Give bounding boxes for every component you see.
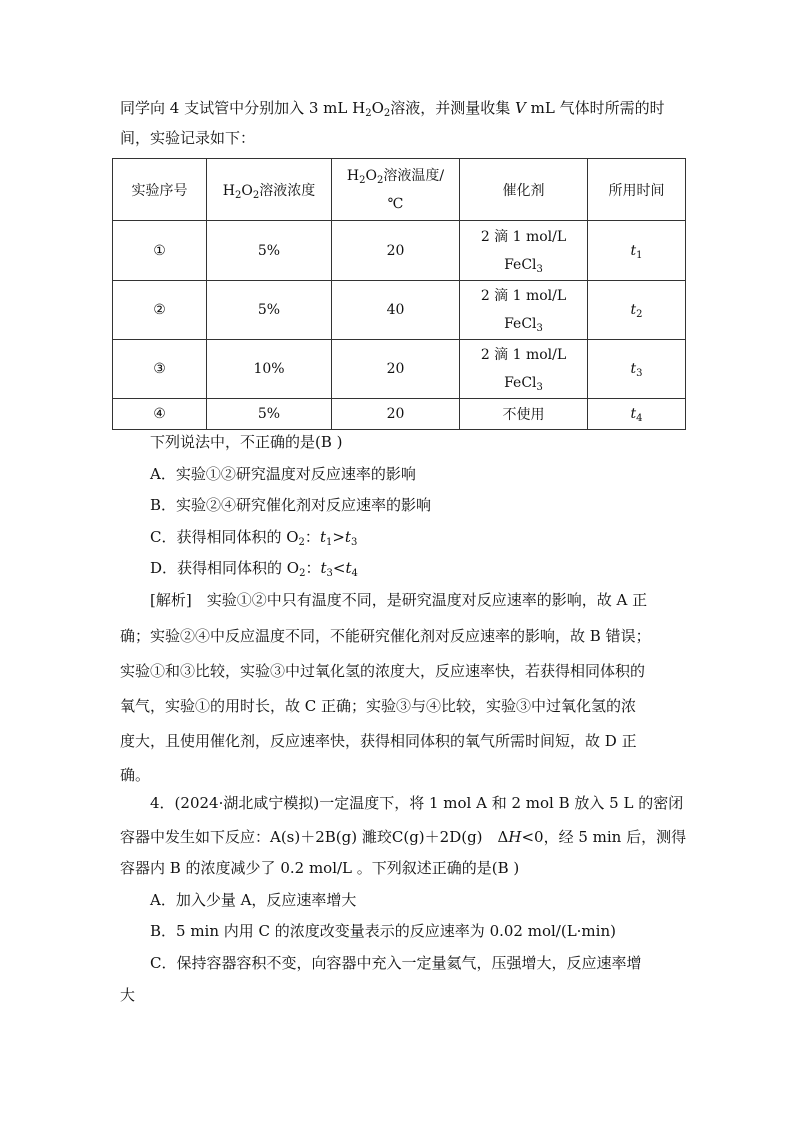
h-text: H	[346, 167, 360, 184]
h-sub: 2	[234, 189, 242, 201]
q3-option-c	[150, 527, 357, 547]
c-t: t	[319, 528, 326, 546]
intro-line-2: 间，实验记录如下：	[120, 129, 256, 147]
row-id: ②	[113, 281, 207, 340]
catalyst-formula: FeCl	[504, 256, 537, 273]
catalyst-amount: 2 滴 1 mol/L	[480, 347, 567, 363]
o-sub: 2	[252, 189, 260, 201]
d-sub: 2	[299, 568, 306, 579]
c-t2-sub: 3	[350, 537, 358, 548]
d-t2-sub: 4	[351, 568, 358, 579]
row-concentration: 5%	[207, 221, 332, 281]
analysis-line-2: 确；实验②④中反应温度不同，不能研究催化剂对反应速率的影响，故 B 错误；	[120, 627, 651, 645]
c-text: C．获得相同体积的 O	[150, 528, 299, 546]
time-var: t	[630, 242, 637, 259]
row-catalyst	[460, 340, 588, 399]
q4-equation: 容器中发生如下反应：A(s)＋2B(g) 濉珓C(g)＋2D(g) Δ	[120, 828, 509, 846]
row-temperature: 20	[332, 221, 460, 281]
row-time	[588, 340, 686, 399]
c-t2: t	[344, 528, 351, 546]
row-id: ①	[113, 221, 207, 281]
row-temperature: 20	[332, 340, 460, 399]
time-sub: 4	[636, 413, 643, 424]
o-sub: 2	[376, 174, 384, 186]
analysis-line-4: 氧气，实验①的用时长，故 C 正确；实验③与④比较，实验③中过氧化氢的浓	[120, 697, 637, 715]
header-concentration	[207, 159, 332, 221]
catalyst-formula: FeCl	[504, 375, 537, 391]
time-var: t	[630, 406, 637, 422]
intro-v: V	[515, 99, 526, 117]
temp-unit: ℃	[387, 195, 404, 212]
time-var: t	[630, 361, 637, 377]
analysis-line-3: 实验①和③比较，实验③中过氧化氢的浓度大，反应速率快，若获得相同体积的	[120, 662, 646, 680]
header-catalyst: 催化剂	[460, 159, 588, 221]
q4-equation-tail: <0，经 5 min 后，测得	[521, 828, 687, 846]
row-catalyst	[460, 281, 588, 340]
row-temperature: 20	[332, 399, 460, 430]
d-t-sub: 3	[326, 568, 333, 579]
analysis-line-6: 确。	[120, 766, 151, 784]
c-t-sub: 1	[325, 537, 333, 548]
header-id: 实验序号	[113, 159, 207, 221]
catalyst-sub: 3	[536, 382, 543, 393]
q4-line-3: 容器内 B 的浓度减少了 0.2 mol/L 。下列叙述正确的是(B )	[120, 859, 520, 877]
q4-option-c-2: 大	[120, 986, 136, 1004]
time-sub: 2	[636, 309, 643, 320]
d-t2: t	[345, 559, 352, 577]
h-sub: 2	[359, 174, 366, 186]
row-concentration: 10%	[207, 340, 332, 399]
catalyst-amount: 2 滴 1 mol/L	[480, 228, 567, 245]
row-concentration: 5%	[207, 281, 332, 340]
intro-sub: 2	[383, 108, 391, 119]
row-catalyst: 不使用	[460, 399, 588, 430]
analysis-line-1: [解析] 实验①②中只有温度不同，是研究温度对反应速率的影响，故 A 正	[150, 591, 648, 609]
catalyst-formula: FeCl	[504, 316, 537, 332]
d-colon: ：	[305, 559, 321, 577]
c-colon: ：	[304, 528, 320, 546]
row-time	[588, 281, 686, 340]
conc-text: 溶液浓度	[259, 182, 316, 199]
table-row	[113, 340, 686, 399]
q4-option-a: A．加入少量 A，反应速率增大	[150, 891, 357, 909]
q4-option-c-1: C．保持容器容积不变，向容器中充入一定量氦气，压强增大，反应速率增	[150, 954, 642, 972]
d-t: t	[320, 559, 327, 577]
c-op: >	[332, 528, 345, 546]
q4-option-b: B．5 min 内用 C 的浓度改变量表示的反应速率为 0.02 mol/(L·min)	[150, 922, 616, 940]
catalyst-amount: 2 滴 1 mol/L	[480, 288, 567, 304]
intro-sub: 2	[365, 108, 372, 119]
o-text: O	[365, 167, 377, 184]
intro-text-c: 溶液，并测量收集	[390, 99, 516, 117]
intro-text-b: O	[371, 99, 384, 117]
c-sub: 2	[298, 537, 305, 548]
h-text: H	[222, 182, 235, 199]
header-time: 所用时间	[588, 159, 686, 221]
row-temperature: 40	[332, 281, 460, 340]
q3-option-b: B．实验②④研究催化剂对反应速率的影响	[150, 496, 432, 514]
q3-option-a: A．实验①②研究温度对反应速率的影响	[150, 465, 416, 483]
table-row	[113, 399, 686, 430]
q3-option-d	[150, 558, 358, 578]
intro-text-d: mL 气体时所需的时	[525, 99, 665, 117]
q4-line-1: 4．(2024·湖北咸宁模拟)一定温度下，将 1 mol A 和 2 mol B 放入 5 L 的密闭	[150, 794, 684, 812]
intro-text-a: 同学向 4 支试管中分别加入 3 mL H	[120, 99, 366, 117]
row-catalyst	[460, 221, 588, 281]
d-op: <	[332, 559, 346, 577]
intro-line-1	[120, 98, 665, 118]
q4-h: H	[508, 828, 522, 846]
temp-text: 溶液温度/	[383, 167, 445, 184]
header-temperature	[332, 159, 460, 221]
row-time	[588, 221, 686, 281]
analysis-line-5: 度大，且使用催化剂，反应速率快，获得相同体积的氧气所需时间短，故 D 正	[120, 732, 637, 750]
o-text: O	[241, 182, 253, 199]
experiment-table	[112, 158, 686, 430]
time-sub: 1	[636, 249, 643, 261]
q3-stem: 下列说法中，不正确的是(B )	[150, 433, 343, 451]
row-id: ④	[113, 399, 207, 430]
row-time	[588, 399, 686, 430]
q4-line-2	[120, 827, 686, 847]
catalyst-sub: 3	[536, 323, 543, 334]
catalyst-sub: 3	[536, 263, 543, 275]
table-row	[113, 221, 686, 281]
row-id: ③	[113, 340, 207, 399]
time-sub: 3	[636, 368, 643, 379]
d-text: D．获得相同体积的 O	[150, 559, 300, 577]
table-row	[113, 281, 686, 340]
row-concentration: 5%	[207, 399, 332, 430]
time-var: t	[630, 302, 637, 318]
table-header-row	[113, 159, 686, 221]
